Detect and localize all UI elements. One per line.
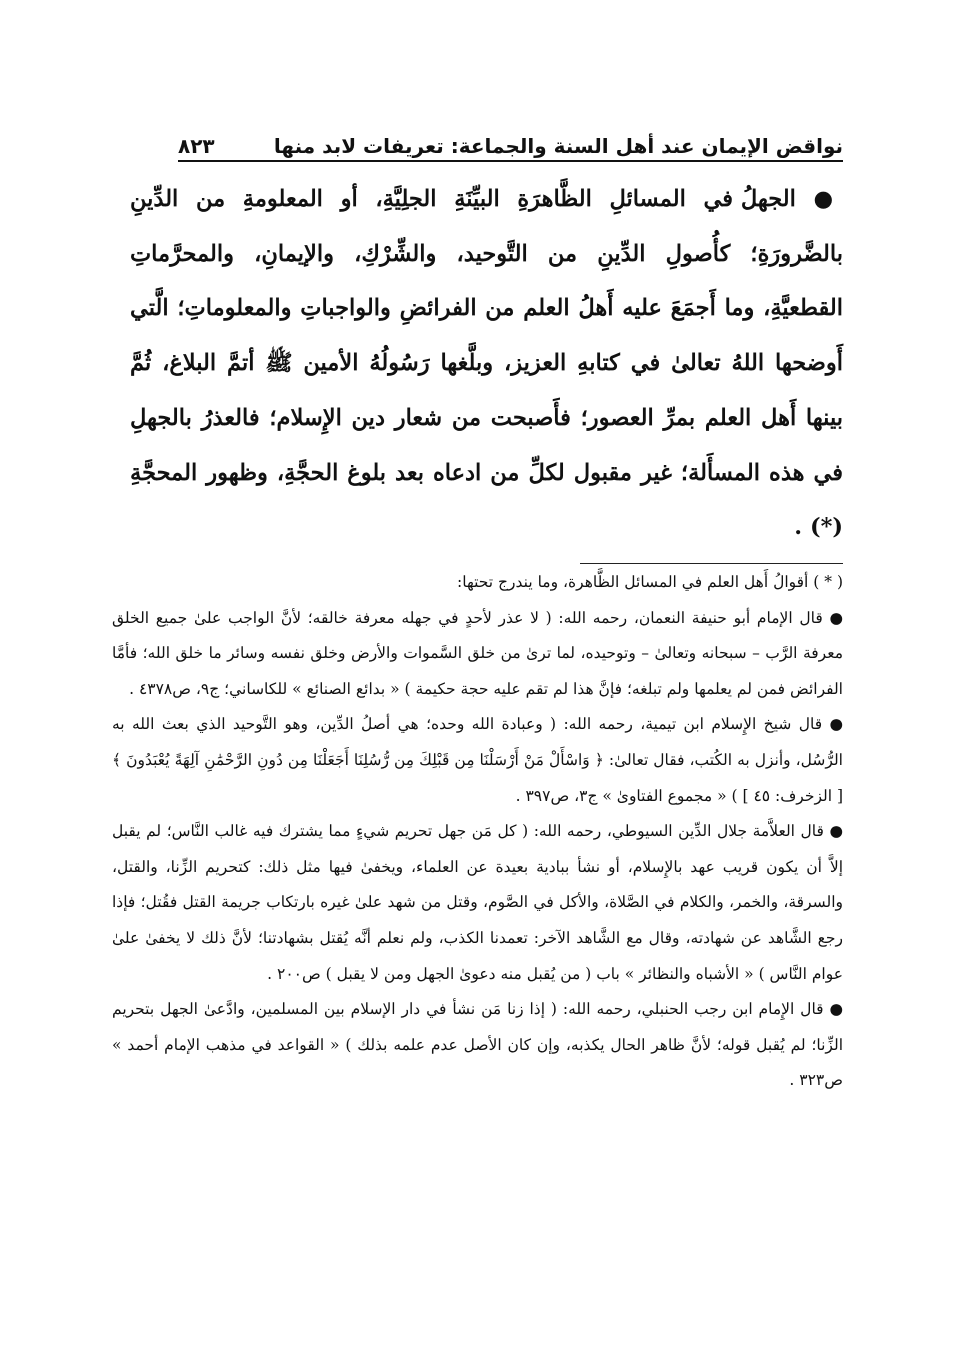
footnote-item: ● قال العلاَّمة جلال الدِّين السيوطي، رحمه الله: ( كل مَن جهل تحريم شيءٍ مما يشترك فيه غالب النَّاس؛ لم يقبل إلاَّ أن يكون قريب عهد بالإِسلام، أو نشأ ببادية بعيدة عن العلماء، ويخفىٰ فيها مثل ذلك: كتحريم الزِّنا، والقتل، والسرقة، والخمر، والكلام في الصَّلاة، والأكل في الصَّوم، وقتل من شهد علىٰ غيره بارتكاب جريمة القتل فقُتل؛ فإذا رجع الشَّاهد عن شهادته، وقال مع الشَّاهد الآخر: تعمدنا الكذب، ولم نعلم أنَّه يُقتل بشهادتنا؛ لأنَّ ذلك لا يخفىٰ علىٰ عوام النَّاس ) « الأشباه والنظائر » باب ( من يُقبل منه دعوىٰ الجهل ومن لا يقبل ) ص٢٠٠ . [112,822,843,983]
footnotes-section [112,565,843,1099]
page-number: ٨٢٣ [178,134,215,158]
footnote-item: ● قال الإِمام ابن رجب الحنبلي، رحمه الله: ( إذا زنا مَن نشأ في دار الإسلام بين المسلمين، وادَّعىٰ الجهل بتحريم الزِّنا؛ لم يُقبل قوله؛ لأنَّ ظاهر الحال يكذبه، وإن كان الأصل عدم علمه بذلك ) « القواعد في مذهب الإمام أحمد » ص٣٢٣ . [112,1000,843,1090]
paragraph-end: . [794,514,803,541]
main-paragraph-text: الجهلُ في المسائلِ الظَّاهرَةِ البيِّنَةِ الجلِيَّةِ، أو المعلومةِ من الدِّينِ بالضَّرورَةِ؛ كأُصولِ الدِّينِ من التَّوحيد، والشِّرْكِ، والإيمانِ، والمحرَّماتِ القطعيَّةِ، وما أَجمَعَ عليه أَهلُ العلم من الفرائضِ والواجباتِ والمعلوماتِ؛ الَّتي أَوضحها اللهُ تعالىٰ في كتابهِ العزيز، وبلَّغها رَسُولُهُ الأمين ﷺ أتمَّ البلاغ، ثُمَّ بينها أَهل العلم بمرِّ العصور؛ فأَصبحت من شعار دين الإِسلام؛ فالعذرُ بالجهلِ في هذه المسأَلة؛ غير مقبول لكلِّ من ادعاه بعد بلوغ الحجَّةِ، وظهور المحجَّةِ [130,186,843,486]
header-rule [178,160,843,162]
running-header [178,118,843,158]
header-title: نواقض الإيمان عند أهل السنة والجماعة: تعريفات لابد منها [273,134,843,158]
footnote-item: ● قال شيخ الإِسلام ابن تيمية، رحمه الله: ( وعبادة الله وحده؛ هي أصلُ الدِّين، وهو التَّوحيد الذي بعث الله به الرُّسُل، وأنزل به الكُتب، فقال تعالىٰ: ﴿ وَاسْأَلْ مَنْ أَرْسَلْنَا مِن قَبْلِكَ مِن رُّسُلِنَا أَجَعَلْنَا مِن دُونِ الرَّحْمَٰنِ آلِهَةً يُعْبَدُونَ ﴾ [ الزخرف: ٤٥ ] ) « مجموع الفتاوىٰ » ج٣، ص٣٩٧ . [112,715,843,805]
footnote-divider [580,563,843,564]
footnote-item: ● قال الإمام أبو حنيفة النعمان، رحمه الله: ( لا عذر لأحدٍ في جهله معرفة خالقه؛ لأنَّ الواجب علىٰ جميع الخلق معرفة الرَّب – سبحانه وتعالىٰ – وتوحيده، لما ترىٰ من خلق السَّموات والأرض وخلق نفسه وسائر ما خلق الله؛ فأمَّا الفرائض فمن لم يعلمها ولم تبلغه؛ فإنَّ هذا لم تقم عليه حجة حكيمة ) « بدائع الصنائع » للكاساني؛ ج٩، ص٤٣٧٨ . [112,608,843,698]
bullet-icon: ● [813,186,843,212]
footnote-marker: (*) [809,514,843,541]
footnote-intro: ( * ) أقوالُ أَهل العلم في المسائل الظَّاهرة، وما يندرج تحتها: [457,573,843,591]
main-paragraph [130,172,843,555]
